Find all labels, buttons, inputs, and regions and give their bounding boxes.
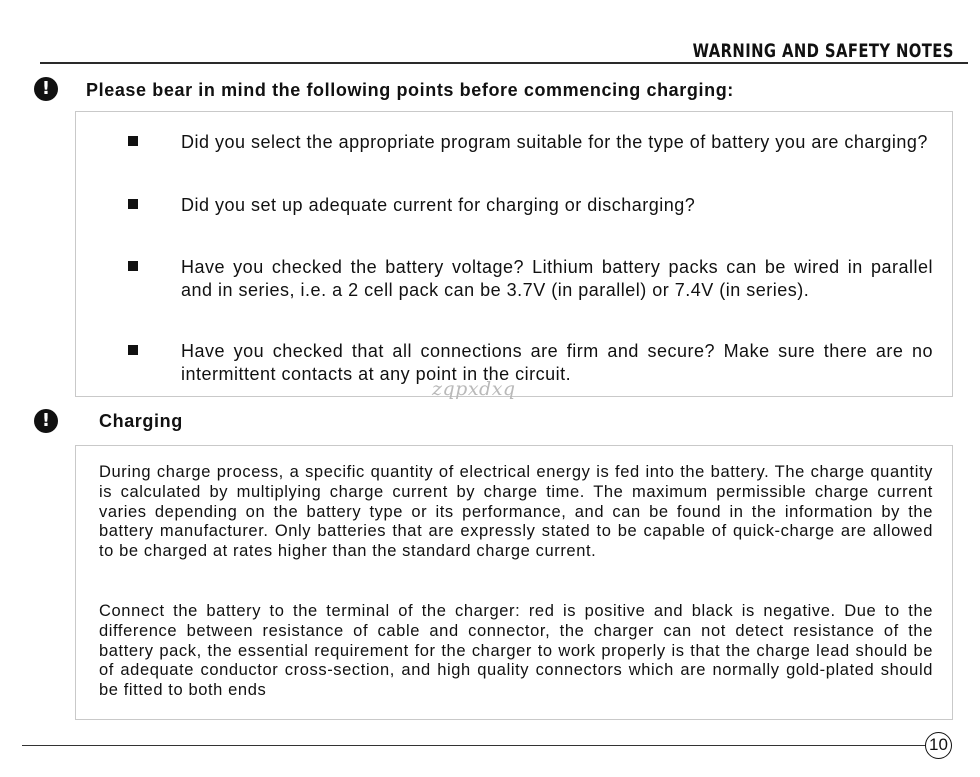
checklist-item-text: Have you checked the battery voltage? Lithium battery packs can be wired in parallel and in series, i.e. a 2 cell pack can be 3.7V (in parallel) or 7.4V (in series).: [181, 257, 933, 300]
exclamation-circle-icon: !: [34, 77, 58, 101]
section-heading-charging: Charging: [99, 411, 183, 431]
watermark: zqpxdxq: [432, 378, 516, 400]
page-number: 10: [925, 732, 952, 759]
square-bullet-icon: [128, 199, 138, 209]
section-heading-precharge: Please bear in mind the following points before commencing charging:: [86, 80, 734, 100]
checklist-item: [105, 340, 933, 385]
square-bullet-icon: [128, 345, 138, 355]
checklist-item: [105, 256, 933, 301]
square-bullet-icon: [128, 261, 138, 271]
checklist-item: [105, 131, 933, 154]
exclamation-circle-icon: !: [34, 409, 58, 433]
footer-divider: [22, 745, 926, 746]
checklist-item-text: Have you checked that all connections are firm and secure? Make sure there are no intermittent contacts at any point in the circuit.: [181, 341, 933, 384]
page-header-title: WARNING AND SAFETY NOTES: [692, 40, 954, 62]
checklist-item-text: Did you select the appropriate program suitable for the type of battery you are charging?: [181, 132, 928, 152]
square-bullet-icon: [128, 136, 138, 146]
header-divider: [40, 62, 968, 64]
checklist-item: [105, 194, 933, 217]
charging-paragraph: Connect the battery to the terminal of the charger: red is positive and black is negative. Due to the difference between resistance of cable and connector, the charger can not detect resistance of the battery pack, the essential requirement for the charger to work properly is that the charge lead should be of adequate conductor cross-section, and high quality connectors which are normally gold-plated should be fitted to both ends: [99, 602, 933, 700]
checklist-item-text: Did you set up adequate current for charging or discharging?: [181, 195, 696, 215]
charging-paragraph: During charge process, a specific quantity of electrical energy is fed into the battery. The charge quantity is calculated by multiplying charge current by charge time. The maximum permissible charge current varies depending on the battery type or its performance, and can be found in the information by the battery manufacturer. Only batteries that are expressly stated to be capable of quick-charge are allowed to be charged at rates higher than the standard charge current.: [99, 463, 933, 561]
